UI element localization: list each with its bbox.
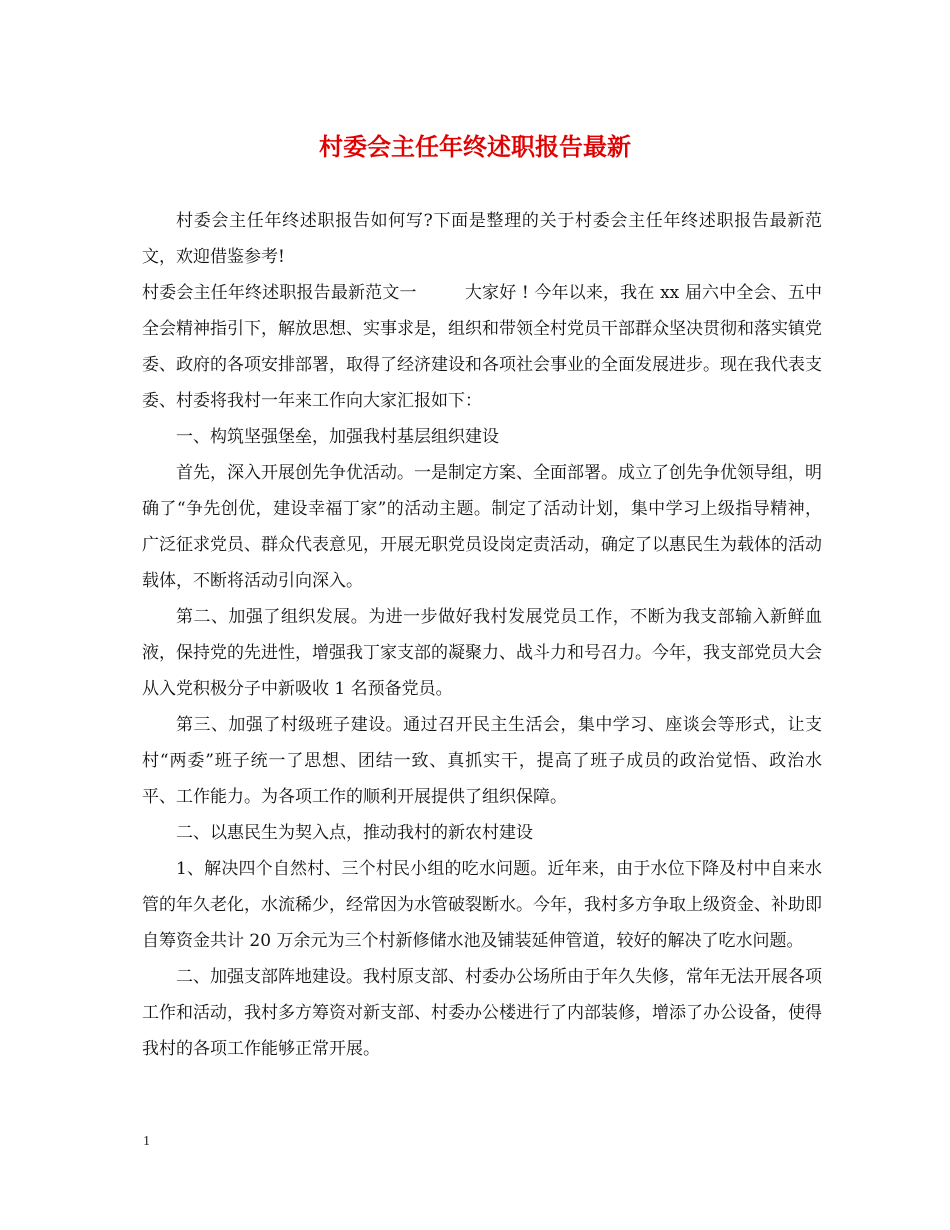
sample-first-paragraph	[142, 275, 822, 419]
section-heading-2: 二、以惠民生为契入点，推动我村的新农村建设	[176, 823, 533, 843]
section-heading-1: 一、构筑坚强堡垒，加强我村基层组织建设	[176, 427, 499, 447]
body-paragraph: 第三、加强了村级班子建设。通过召开民主生活会，集中学习、座谈会等形式，让支村“两委”班子统一了思想、团结一致、真抓实干，提高了班子成员的政治觉悟、政治水平、工作能力。为各项工作的顺利开展提供了组织保障。	[142, 715, 822, 807]
body-paragraph: 二、加强支部阵地建设。我村原支部、村委办公场所由于年久失修，常年无法开展各项工作和活动，我村多方筹资对新支部、村委办公楼进行了内部装修，增添了办公设备，使得我村的各项工作能够正常开展。	[142, 967, 822, 1059]
sample-opening: 大家好 ! 今年以来，我在 xx 届六中全会、五中全会精神指引下，解放思想、实事求是，组织和带领全村党员干部群众坚决贯彻和落实镇党委、政府的各项安排部署，取得了经济建设和各项社会事业的全面发展进步。现在我代表支委、村委将我村一年来工作向大家汇报如下：	[142, 283, 822, 411]
document-body	[142, 203, 822, 1067]
intro-paragraph: 村委会主任年终述职报告如何写?下面是整理的关于村委会主任年终述职报告最新范文，欢迎借鉴参考!	[142, 211, 822, 267]
document-title: 村委会主任年终述职报告最新	[319, 132, 631, 161]
body-paragraph: 首先，深入开展创先争优活动。一是制定方案、全面部署。成立了创先争优领导组，明确了“争先创优，建设幸福丁家”的活动主题。制定了活动计划，集中学习上级指导精神，广泛征求党员、群众代表意见，开展无职党员设岗定责活动，确定了以惠民生为载体的活动载体，不断将活动引向深入。	[142, 463, 822, 591]
body-paragraph: 1、解决四个自然村、三个村民小组的吃水问题。近年来，由于水位下降及村中自来水管的年久老化，水流稀少，经常因为水管破裂断水。今年，我村多方争取上级资金、补助即自筹资金共计 20 万余元为三个村新修储水池及铺装延伸管道，较好的解决了吃水问题。	[142, 859, 822, 951]
body-paragraph: 第二、加强了组织发展。为进一步做好我村发展党员工作，不断为我支部输入新鲜血液，保持党的先进性，增强我丁家支部的凝聚力、战斗力和号召力。今年，我支部党员大会从入党积极分子中新吸收 1 名预备党员。	[142, 607, 822, 699]
sample-heading: 村委会主任年终述职报告最新范文一	[142, 283, 417, 303]
page-number: 1	[143, 1134, 150, 1149]
